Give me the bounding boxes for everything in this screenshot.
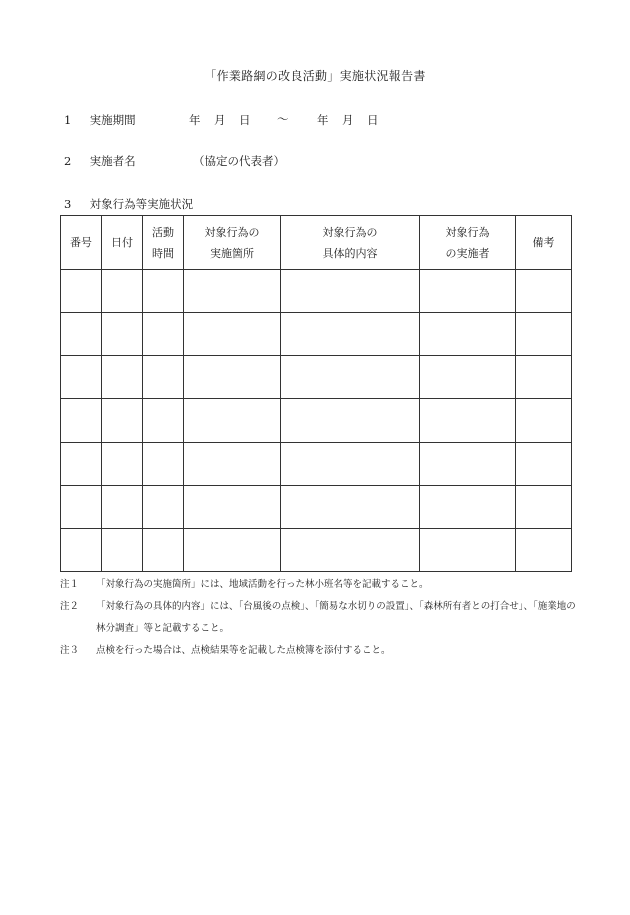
table-cell [281,270,420,313]
section-3 [64,196,193,212]
table-cell [184,270,281,313]
header-activity-time-line1: 活動 [152,225,174,239]
header-content [281,216,420,270]
header-remarks-label: 備考 [532,236,555,249]
section-2-label: 実施者名 [89,154,136,168]
table-cell [61,356,102,399]
notes [60,574,580,662]
table-body [61,270,572,572]
table-cell [516,270,572,313]
note-2-text: 「対象行為の具体的内容」には、「台風後の点検」、「簡易な水切りの設置」、「森林所有者との打合せ」、「施業地の林分調査」等と記載すること。 [96,601,576,634]
table-cell [143,528,184,571]
table-cell [281,356,420,399]
header-activity-time-line2: 時間 [152,246,174,260]
header-content-line2: 具体的内容 [322,246,378,260]
table-cell [61,485,102,528]
section-3-number: 3 [64,197,72,211]
table-cell [184,485,281,528]
table-cell [184,442,281,485]
table-cell [420,270,516,313]
document-title: 「作業路網の改良活動」実施状況報告書 [204,69,426,83]
table-cell [184,399,281,442]
table-row [61,399,572,442]
table-cell [61,442,102,485]
table-cell [516,528,572,571]
table-cell [102,399,143,442]
header-date [102,216,143,270]
header-performer-line1: 対象行為 [445,225,490,239]
representative-note: （協定の代表者） [193,154,285,168]
table-cell [184,356,281,399]
table-cell [184,313,281,356]
table-cell [143,399,184,442]
table-cell [102,485,143,528]
header-performer [420,216,516,270]
section-3-label: 対象行為等実施状況 [89,197,194,211]
table-cell [61,399,102,442]
table-row [61,270,572,313]
note-2 [60,596,580,640]
table-cell [143,442,184,485]
section-2 [64,153,136,169]
table-cell [420,313,516,356]
note-1 [60,574,580,596]
from-year-label: 年 [189,113,201,127]
header-performer-line2: の実施者 [445,246,490,260]
activity-report-table [60,215,572,572]
table-cell [102,270,143,313]
table-cell [281,485,420,528]
note-2-label: 注２ [60,601,80,612]
table-row [61,442,572,485]
table-cell [184,528,281,571]
table-cell [61,313,102,356]
table-header-row [61,216,572,270]
table-cell [516,356,572,399]
table-cell [143,270,184,313]
table-cell [281,528,420,571]
from-month-label: 月 [214,113,226,127]
table-cell [102,356,143,399]
table-cell [281,442,420,485]
table-cell [516,399,572,442]
table-row [61,356,572,399]
header-number-label: 番号 [70,236,92,249]
table-cell [61,270,102,313]
header-location [184,216,281,270]
note-1-text: 「対象行為の実施箇所」には、地域活動を行った林小班名等を記載すること。 [96,579,429,590]
from-day-label: 日 [239,113,251,127]
date-range-tilde: ～ [277,112,289,126]
to-month-label: 月 [342,113,354,127]
header-date-label: 日付 [111,236,133,249]
section-1 [64,112,136,128]
header-remarks [516,216,572,270]
table-cell [281,313,420,356]
header-activity-time [143,216,184,270]
header-number [61,216,102,270]
note-1-label: 注１ [60,579,80,590]
table-cell [61,528,102,571]
table-row [61,528,572,571]
table-row [61,313,572,356]
note-3-text: 点検を行った場合は、点検結果等を記載した点検簿を添付すること。 [96,645,391,656]
note-3 [60,640,580,662]
section-2-number: 2 [64,154,72,168]
section-1-number: 1 [64,113,72,127]
table-cell [143,356,184,399]
header-location-line2: 実施箇所 [210,246,254,260]
table-cell [516,442,572,485]
table-cell [143,313,184,356]
table-cell [102,528,143,571]
header-content-line1: 対象行為の [322,225,378,239]
table-cell [143,485,184,528]
table-cell [420,399,516,442]
note-3-label: 注３ [60,645,80,656]
table-cell [102,313,143,356]
table-cell [420,356,516,399]
table-cell [420,528,516,571]
table-cell [420,442,516,485]
table-cell [516,485,572,528]
table-cell [102,442,143,485]
header-location-line1: 対象行為の [204,225,260,239]
section-1-label: 実施期間 [89,113,136,127]
table-row [61,485,572,528]
table-cell [420,485,516,528]
to-day-label: 日 [367,113,379,127]
table-cell [281,399,420,442]
to-year-label: 年 [317,113,329,127]
table-cell [516,313,572,356]
